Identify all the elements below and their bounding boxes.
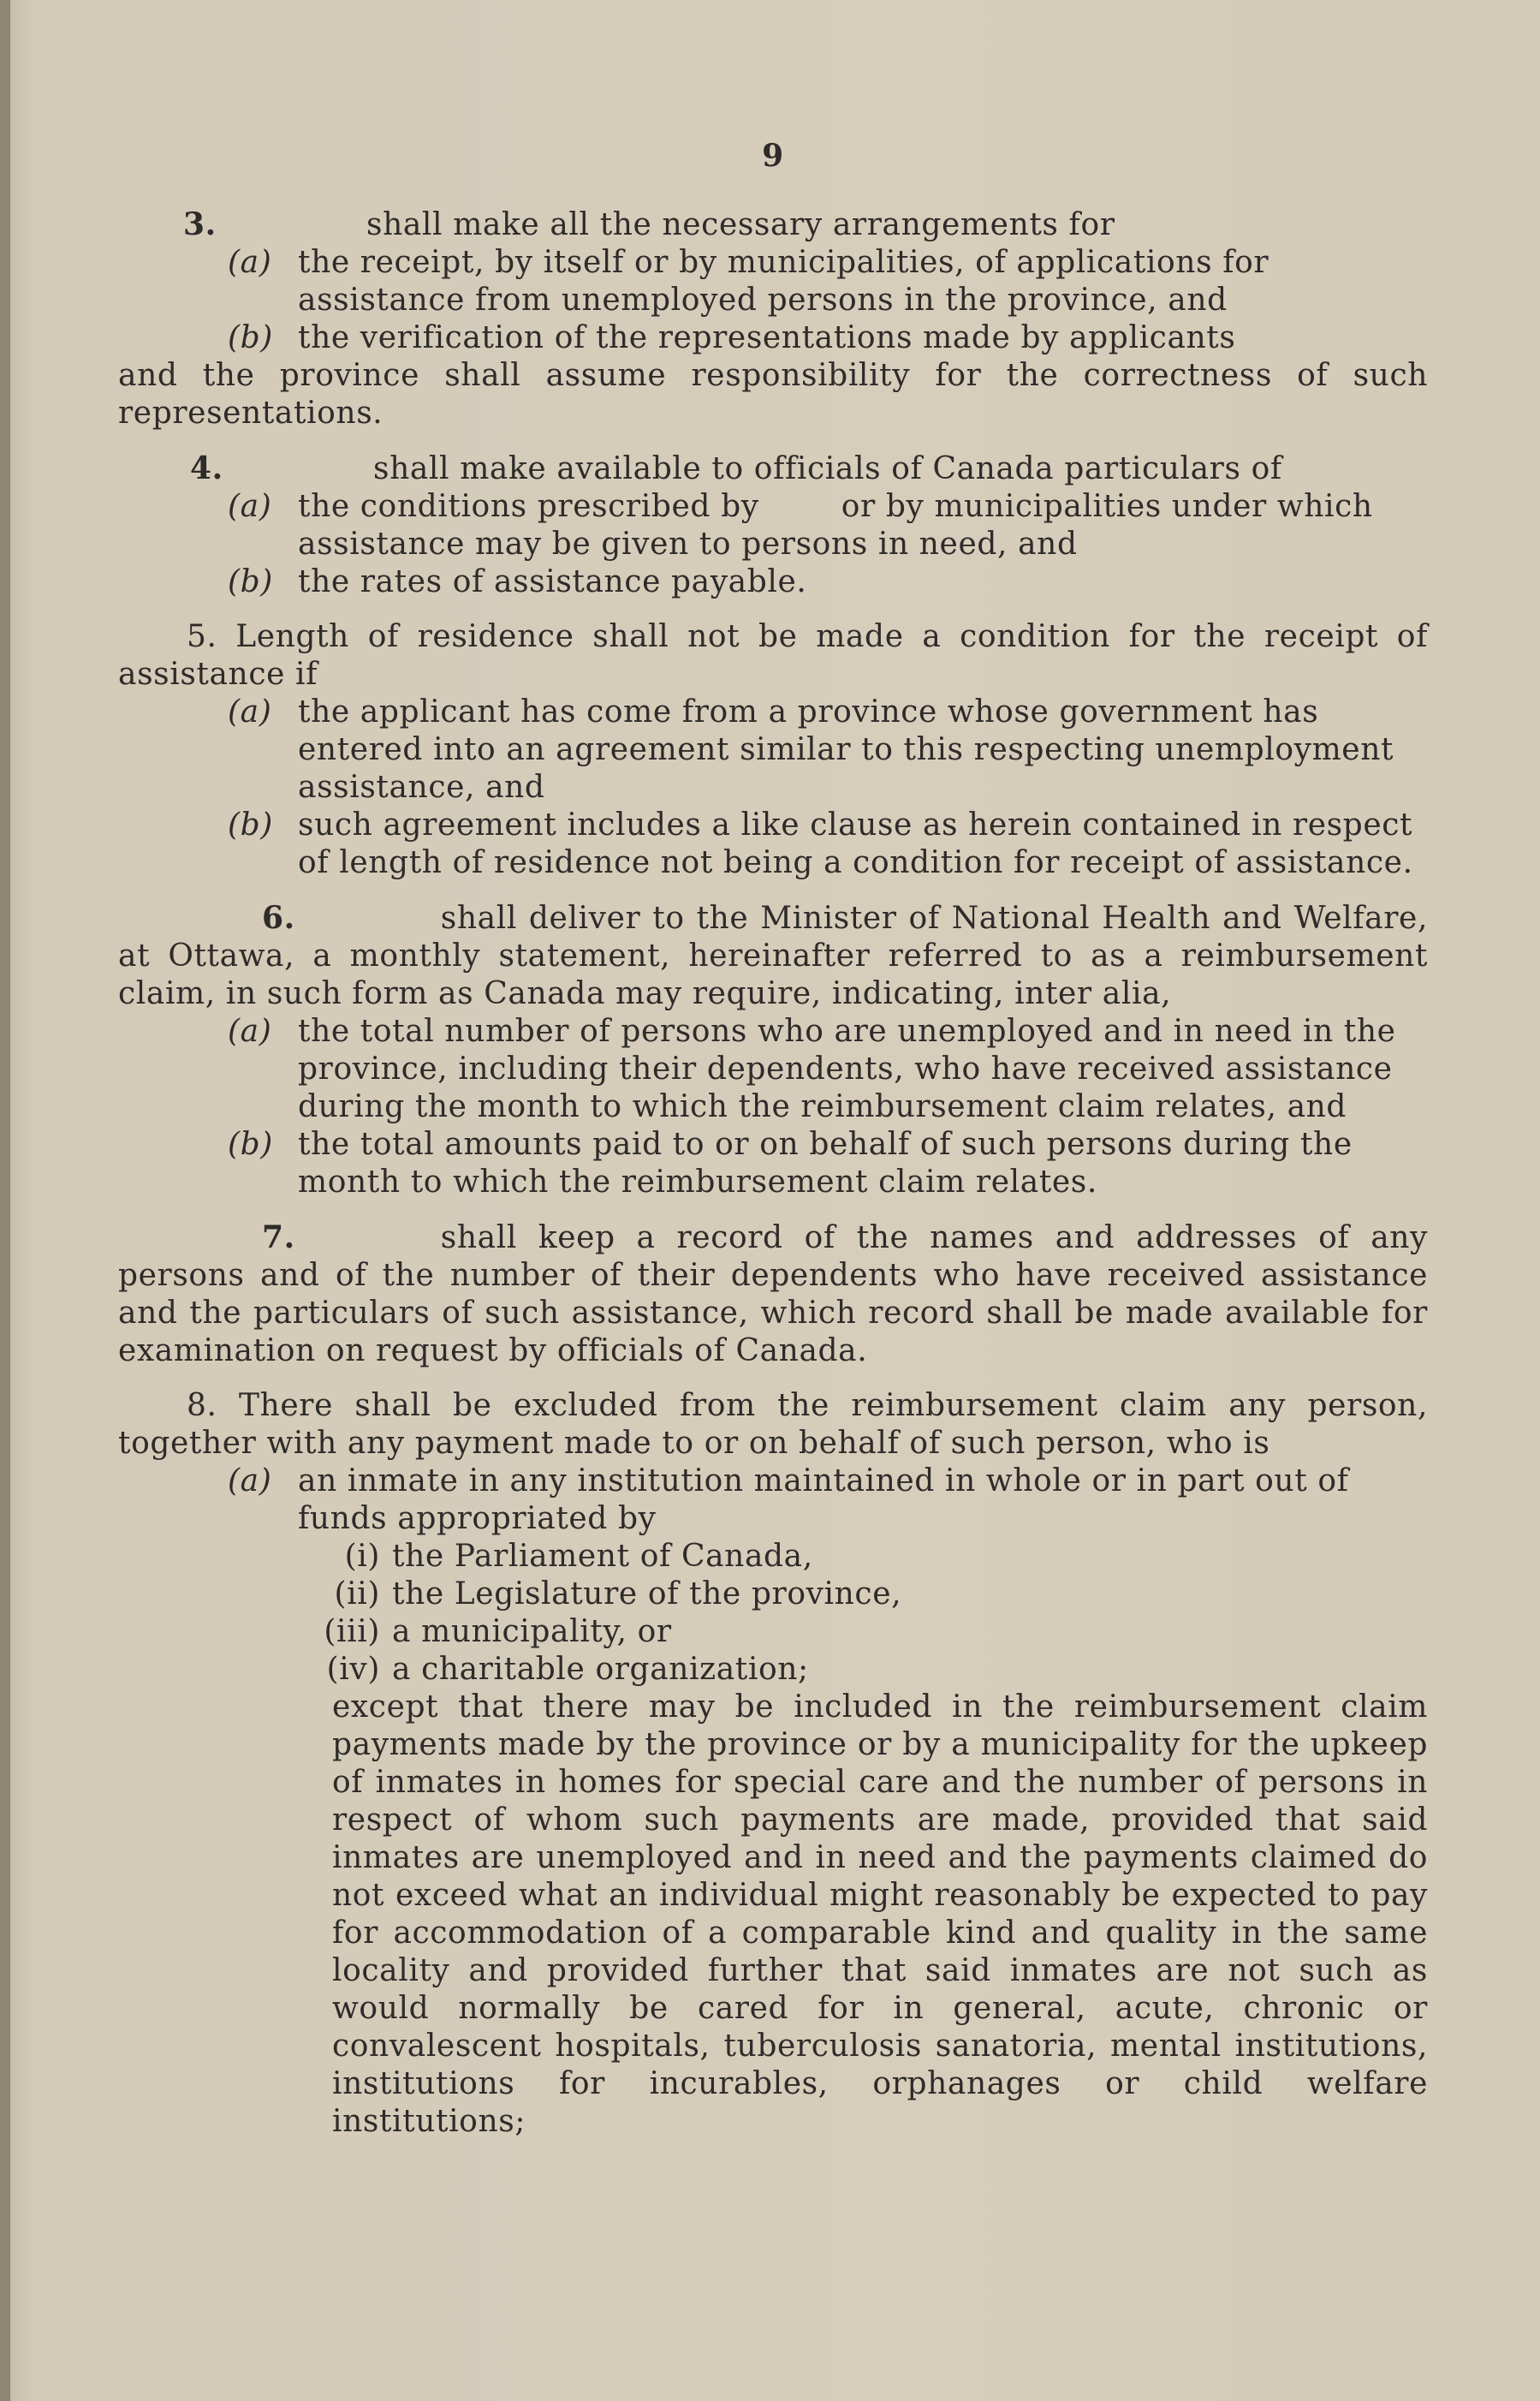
item-label: (b) — [228, 1127, 273, 1162]
clause-8-item-a — [118, 1463, 1428, 1538]
clause-8-subitem-iv — [118, 1651, 1428, 1689]
clause-3-number: 3. — [183, 206, 217, 242]
item-text-after: or by municipalities under which assistance may be given to persons in need, and — [298, 489, 1373, 562]
subitem-label: (ii) — [334, 1576, 380, 1612]
clause-3-tail: and the province shall assume responsibility for the correctness of such representations. — [118, 358, 1428, 431]
subitem-text: a charitable organization; — [392, 1652, 809, 1687]
clause-6 — [118, 899, 1428, 1201]
clause-4-number: 4. — [190, 450, 223, 486]
clause-7-lead — [118, 1218, 1428, 1370]
clause-6-item-a — [118, 1013, 1428, 1126]
subitem-text: the Legislature of the province, — [392, 1576, 902, 1612]
clause-6-number: 6. — [262, 900, 295, 936]
clause-3-item-b — [118, 319, 1428, 357]
item-label: (b) — [228, 807, 273, 843]
subitem-label: (iv) — [326, 1652, 380, 1687]
subitem-text: the Parliament of Canada, — [392, 1539, 813, 1574]
clause-5 — [118, 618, 1428, 882]
clause-4 — [118, 450, 1428, 601]
clause-5-lead: 5. Length of residence shall not be made a condition for the receipt of assistance if — [118, 619, 1428, 692]
clause-3-item-a — [118, 244, 1428, 319]
page-edge-shadow — [0, 0, 10, 2401]
item-text: the receipt, by itself or by municipalities, of applications for assistance from unemployed persons in the province, and — [298, 245, 1269, 318]
item-text: an inmate in any institution maintained in whole or in part out of funds appropriated by — [298, 1463, 1349, 1536]
item-text: the total number of persons who are unemployed and in need in the province, including their dependents, who have received assistance during the month to which the reimbursement claim relates, and — [298, 1014, 1396, 1124]
item-text: such agreement includes a like clause as herein contained in respect of length of residence not being a condition for receipt of assistance. — [298, 807, 1413, 880]
clause-4-lead-text: shall make available to officials of Canada particulars of — [373, 451, 1282, 486]
clause-6-lead — [118, 899, 1428, 1013]
document-body — [118, 137, 1428, 2158]
subitem-text: a municipality, or — [392, 1614, 672, 1649]
item-text: the verification of the representations made by applicants — [298, 320, 1236, 355]
clause-3 — [118, 206, 1428, 432]
clause-7 — [118, 1218, 1428, 1370]
item-label: (a) — [228, 1463, 272, 1498]
item-label: (b) — [228, 564, 273, 599]
subitem-label: (iii) — [324, 1614, 380, 1649]
clause-6-item-b — [118, 1126, 1428, 1201]
item-text: the rates of assistance payable. — [298, 564, 807, 599]
item-text-before: the conditions prescribed by — [298, 489, 759, 524]
clause-8-subitem-iii — [118, 1613, 1428, 1651]
clause-8-continuation: except that there may be included in the reimbursement claim payments made by the province or by a municipality for the upkeep of inmates in homes for special care and the number of persons in respect of whom such payments are made, provided that said inmates are unemployed and in need and the payments claimed do not exceed what an individual might reasonably be expected to pay for accommodation of a comparable kind and quality in the same locality and provided further that said inmates are not such as would normally be cared for in general, acute, chronic or convalescent hospitals, tuberculosis sanatoria, mental institutions, institutions for incurables, orphanages or child welfare institutions; — [332, 1689, 1428, 2139]
clause-8-subitem-i — [118, 1538, 1428, 1576]
item-label: (a) — [228, 1014, 272, 1049]
clause-4-lead — [118, 450, 1428, 488]
item-label: (b) — [228, 320, 273, 355]
clause-6-lead-text: shall deliver to the Minister of National Health and Welfare, at Ottawa, a monthly statement, hereinafter referred to as a reimbursement claim, in such form as Canada may require, indicating, inter alia, — [118, 901, 1428, 1011]
clause-3-lead-text: shall make all the necessary arrangements for — [366, 207, 1115, 242]
item-label: (a) — [228, 245, 272, 280]
clause-3-lead — [118, 206, 1428, 244]
clause-4-item-a — [118, 488, 1428, 563]
clause-4-item-b — [118, 563, 1428, 601]
clause-8 — [118, 1387, 1428, 2141]
clause-7-lead-text: shall keep a record of the names and addresses of any persons and of the number of their dependents who have received assistance and the particulars of such assistance, which record shall be made available for examination on request by officials of Canada. — [118, 1220, 1428, 1368]
page-number: 9 — [762, 138, 784, 174]
item-label: (a) — [228, 489, 272, 524]
item-text: the applicant has come from a province whose government has entered into an agreement similar to this respecting unemployment assistance, and — [298, 694, 1394, 805]
item-text: the total amounts paid to or on behalf of such persons during the month to which the reimbursement claim relates. — [298, 1127, 1353, 1200]
clause-8-lead: 8. There shall be excluded from the reimbursement claim any person, together with any payment made to or on behalf of such person, who is — [118, 1388, 1428, 1461]
clause-5-item-a — [118, 694, 1428, 807]
clause-5-item-b — [118, 807, 1428, 882]
subitem-label: (i) — [344, 1539, 380, 1574]
clause-7-number: 7. — [262, 1219, 295, 1255]
clause-8-subitem-ii — [118, 1576, 1428, 1613]
item-label: (a) — [228, 694, 272, 730]
